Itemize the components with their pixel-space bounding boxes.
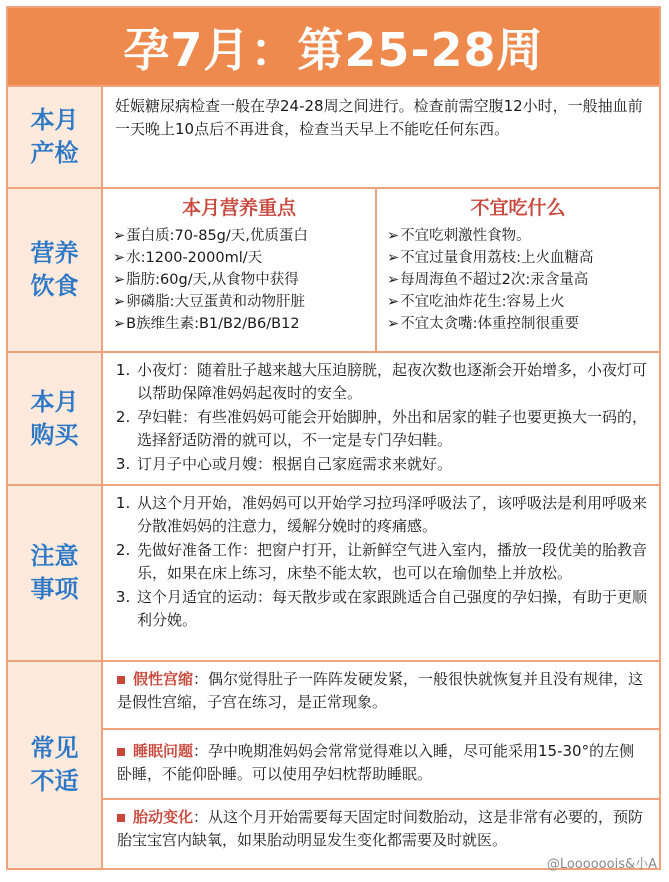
list-item bbox=[103, 662, 659, 730]
label-line: 本月 bbox=[30, 387, 79, 416]
arrow-bullet-icon: ➢ bbox=[113, 294, 126, 310]
arrow-bullet-icon: ➢ bbox=[387, 272, 400, 288]
square-bullet-icon bbox=[117, 748, 125, 756]
page-title: 孕7月：第25-28周 bbox=[8, 8, 659, 87]
list-item: 1. 从这个月开始，准妈妈可以开始学习拉玛泽呼吸法了，该呼吸法是利用呼吸来分散准妈妈的注意力，缓解分娩时的疼痛感。 bbox=[135, 492, 649, 538]
arrow-bullet-icon: ➢ bbox=[387, 250, 400, 266]
label-line: 本月 bbox=[30, 106, 79, 134]
list-item: 2. 孕妇鞋：有些准妈妈可能会开始脚肿，外出和居家的鞋子也要更换大一码的，选择舒适防滑的就可以，不一定是专门孕妇鞋。 bbox=[135, 406, 649, 452]
label-line: 饮食 bbox=[30, 272, 79, 300]
nutrition-focus-list bbox=[103, 225, 375, 335]
label-line: 注意 bbox=[30, 542, 79, 570]
arrow-bullet-icon: ➢ bbox=[113, 272, 126, 288]
section-content bbox=[103, 353, 659, 484]
section-label bbox=[8, 87, 103, 187]
section-content bbox=[103, 662, 659, 868]
section-content bbox=[103, 189, 659, 351]
list-item: ➢卵磷脂:大豆蛋黄和动物肝脏 bbox=[113, 294, 306, 310]
nutrition-focus-column bbox=[103, 189, 377, 351]
arrow-bullet-icon: ➢ bbox=[113, 228, 126, 244]
section-nutrition bbox=[8, 189, 659, 353]
nutrition-focus-title: 本月营养重点 bbox=[181, 197, 296, 219]
section-checkup bbox=[8, 87, 659, 189]
label-line: 不适 bbox=[30, 767, 79, 795]
list-item: 3. 这个月适宜的运动：每天散步或在家跟跳适合自己强度的孕妇操，有助于更顺利分娩。 bbox=[135, 586, 649, 632]
arrow-bullet-icon: ➢ bbox=[387, 228, 400, 244]
list-item: ➢每周海鱼不超过2次:汞含量高 bbox=[387, 272, 589, 288]
section-label bbox=[8, 662, 103, 868]
list-item: ➢蛋白质:70-85g/天,优质蛋白 bbox=[113, 228, 308, 244]
square-bullet-icon bbox=[117, 676, 125, 684]
list-item bbox=[103, 730, 659, 800]
symptom-text: ：从这个月开始需要每天固定时间数胎动，这是非常有必要的，预防胎宝宝宫内缺氧，如果胎动明显发生变化都需要及时就医。 bbox=[117, 808, 644, 849]
poster bbox=[6, 6, 661, 870]
arrow-bullet-icon: ➢ bbox=[387, 294, 400, 310]
section-content bbox=[103, 87, 659, 187]
list-item: ➢不宜太贪嘴:体重控制很重要 bbox=[387, 316, 580, 332]
label-line: 营养 bbox=[30, 239, 79, 267]
symptom-text: ：孕中晚期准妈妈会常常觉得难以入睡，尽可能采用15-30°的左侧卧睡，不能仰卧睡。可以使用孕妇枕帮助睡眠。 bbox=[117, 742, 635, 783]
nutrition-avoid-column bbox=[377, 189, 659, 351]
section-label bbox=[8, 486, 103, 660]
section-notes bbox=[8, 486, 659, 662]
symptom-text: ：偶尔觉得肚子一阵阵发硬发紧，一般很快就恢复并且没有规律，这是假性宫缩，子宫在练习，是正常现象。 bbox=[117, 670, 644, 711]
symptom-term: 假性宫缩 bbox=[133, 670, 194, 688]
notes-list bbox=[103, 486, 659, 632]
nutrition-avoid-list bbox=[377, 225, 659, 335]
nutrition-avoid-title: 不宜吃什么 bbox=[470, 197, 566, 219]
list-item: ➢不宜过量食用荔枝:上火血糖高 bbox=[387, 250, 594, 266]
list-item: 1. 小夜灯：随着肚子越来越大压迫膀胱，起夜次数也逐渐会开始增多，小夜灯可以帮助保障准妈妈起夜时的安全。 bbox=[135, 359, 649, 405]
list-item: 2. 先做好准备工作：把窗户打开，让新鲜空气进入室内，播放一段优美的胎教音乐，如果在床上练习，床垫不能太软，也可以在瑜伽垫上并放松。 bbox=[135, 539, 649, 585]
section-label bbox=[8, 353, 103, 484]
label-line: 事项 bbox=[30, 575, 79, 603]
section-label bbox=[8, 189, 103, 351]
label-line: 购买 bbox=[30, 420, 79, 449]
label-line: 产检 bbox=[30, 139, 79, 167]
list-item: ➢水:1200-2000ml/天 bbox=[113, 250, 263, 266]
section-content bbox=[103, 486, 659, 660]
list-item: ➢不宜吃油炸花生:容易上火 bbox=[387, 294, 565, 310]
symptom-term: 睡眠问题 bbox=[133, 742, 194, 760]
symptom-term: 胎动变化 bbox=[133, 808, 194, 826]
list-item: ➢不宜吃刺激性食物。 bbox=[387, 228, 531, 244]
arrow-bullet-icon: ➢ bbox=[387, 316, 400, 332]
section-shopping bbox=[8, 353, 659, 486]
shopping-list bbox=[103, 353, 659, 476]
arrow-bullet-icon: ➢ bbox=[113, 250, 126, 266]
square-bullet-icon bbox=[117, 814, 125, 822]
checkup-text: 妊娠糖尿病检查一般在孕24-28周之间进行。检查前需空腹12小时，一般抽血前一天晚上10点后不再进食，检查当天早上不能吃任何东西。 bbox=[115, 97, 643, 138]
list-item: ➢B族维生素:B1/B2/B6/B12 bbox=[113, 316, 300, 332]
section-discomfort bbox=[8, 662, 659, 868]
arrow-bullet-icon: ➢ bbox=[113, 316, 126, 332]
list-item: 3. 订月子中心或月嫂：根据自己家庭需求来就好。 bbox=[135, 453, 649, 476]
list-item: ➢脂肪:60g/天,从食物中获得 bbox=[113, 272, 299, 288]
label-line: 常见 bbox=[30, 734, 79, 762]
watermark: @Loooooois&小A bbox=[546, 857, 657, 872]
